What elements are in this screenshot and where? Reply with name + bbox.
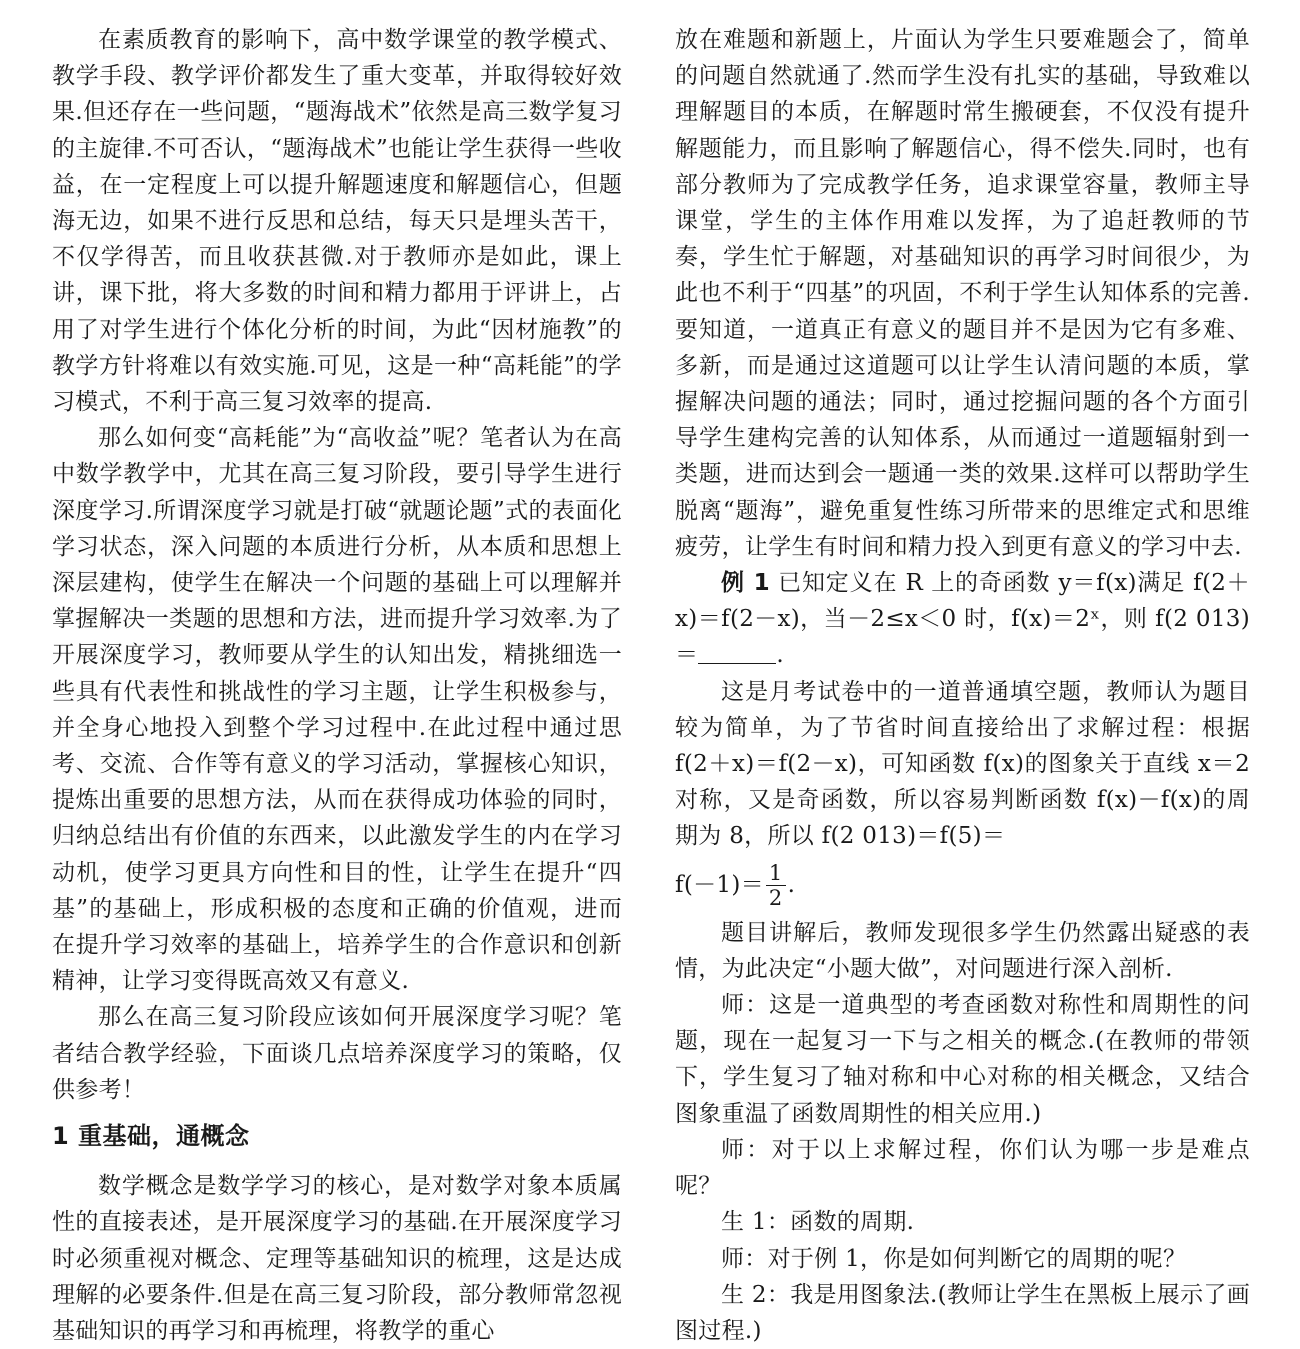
solution-paragraph: 这是月考试卷中的一道普通填空题，教师认为题目较为简单，为了节省时间直接给出了求解过程：根据 f(2＋x)＝f(2－x)，可知函数 f(x)的图象关于直线 x＝2 对称，又是奇函数，所以容易判断函数 f(x)－f(x)的周期为 8，所以 f(2 013)＝f(5)＝	[675, 678, 1250, 850]
example-period: .	[776, 642, 784, 669]
fraction-numerator: 1	[766, 861, 786, 886]
deep-learning-paragraph: 那么如何变“高耗能”为“高收益”呢？笔者认为在高中数学教学中，尤其在高三复习阶段，要引导学生进行深度学习.所谓深度学习就是打破“就题论题”式的表面化学习状态，深入问题的本质进行分析，从本质和思想上深层建构，使学生在解决一个问题的基础上可以理解并掌握解决一类题的思想和方法，进而提升学习效率.为了开展深度学习，教师要从学生的认知出发，精挑细选一些具有代表性和挑战性的学习主题，让学生积极参与，并全身心地投入到整个学习过程中.在此过程中通过思考、交流、合作等有意义的学习活动，掌握核心知识，提炼出重要的思想方法，从而在获得成功体验的同时，归纳总结出有价值的东西来，以此激发学生的内在学习动机，使学习更具方向性和目的性，让学生在提升“四基”的基础上，形成积极的态度和正确的价值观，进而在提升学习效率的基础上，培养学生的合作意识和创新精神，让学习变得既高效又有意义.	[52, 425, 622, 995]
concept-paragraph: 数学概念是数学学习的核心，是对数学对象本质属性的直接表述，是开展深度学习的基础.在开展深度学习时必须重视对概念、定理等基础知识的梳理，这是达成理解的必要条件.但是在高三复习阶段，部分教师常忽视基础知识的再学习和再梳理，将教学的重心	[52, 1173, 622, 1344]
solution-result	[675, 855, 1250, 915]
example-question: f(2 013)＝	[675, 606, 1250, 669]
fraction-denominator: 2	[768, 886, 783, 911]
fraction-one-half	[766, 861, 786, 910]
strategy-paragraph: 那么在高三复习阶段应该如何开展深度学习呢？笔者结合教学经验，下面谈几点培养深度学习的策略，仅供参考！	[52, 1004, 622, 1103]
example-label: 例 1	[721, 570, 770, 597]
answer-blank	[698, 641, 776, 664]
section-heading: 1 重基础，通概念	[52, 1122, 250, 1151]
dialogue-paragraph: 师：这是一道典型的考查函数对称性和周期性的问题，现在一起复习一下与之相关的概念.(在教师的带领下，学生复习了轴对称和中心对称的相关概念，又结合图象重温了函数周期性的相关应用.)	[675, 992, 1250, 1127]
dialogue-paragraph: 生 1：函数的周期.	[721, 1209, 915, 1236]
example-line: 已知定义在 R 上的奇函数 y＝f(x)满足 f(2＋x)＝f(2－x)，当－2≤x＜0 时，f(x)＝2ˣ，则	[675, 570, 1250, 633]
solution-period: .	[787, 871, 796, 898]
dialogue-paragraph: 师：对于以上求解过程，你们认为哪一步是难点呢？	[675, 1136, 1250, 1200]
example-1	[675, 565, 1250, 674]
right-column	[675, 22, 1250, 1349]
solution-result-text: f(－1)＝	[675, 871, 764, 898]
dialogue-paragraph: 师：对于例 1，你是如何判断它的周期的呢？	[721, 1245, 1187, 1272]
dialogue-paragraph: 题目讲解后，教师发现很多学生仍然露出疑惑的表情，为此决定“小题大做”，对问题进行深入剖析.	[675, 919, 1250, 982]
left-column	[52, 22, 622, 1349]
dialogue-paragraph: 生 2：我是用图象法.(教师让学生在黑板上展示了画图过程.)	[675, 1281, 1250, 1344]
continuation-paragraph: 放在难题和新题上，片面认为学生只要难题会了，简单的问题自然就通了.然而学生没有扎实的基础，导致难以理解题目的本质，在解题时常生搬硬套，不仅没有提升解题能力，而且影响了解题信心，得不偿失.同时，也有部分教师为了完成教学任务，追求课堂容量，教师主导课堂，学生的主体作用难以发挥，为了追赶教师的节奏，学生忙于解题，对基础知识的再学习时间很少，为此也不利于“四基”的巩固，不利于学生认知体系的完善.要知道，一道真正有意义的题目并不是因为它有多难、多新，而是通过这道题可以让学生认清问题的本质，掌握解决问题的通法；同时，通过挖掘问题的各个方面引导学生建构完善的认知体系，从而通过一道题辐射到一类题，进而达到会一题通一类的效果.这样可以帮助学生脱离“题海”，避免重复性练习所带来的思维定式和思维疲劳，让学生有时间和精力投入到更有意义的学习中去.	[675, 27, 1250, 560]
intro-paragraph: 在素质教育的影响下，高中数学课堂的教学模式、教学手段、教学评价都发生了重大变革，并取得较好效果.但还存在一些问题，“题海战术”依然是高三数学复习的主旋律.不可否认，“题海战术”也能让学生获得一些收益，在一定程度上可以提升解题速度和解题信心，但题海无边，如果不进行反思和总结，每天只是埋头苦干，不仅学得苦，而且收获甚微.对于教师亦是如此，课上讲，课下批，将大多数的时间和精力都用于评讲上，占用了对学生进行个体化分析的时间，为此“因材施教”的教学方针将难以有效实施.可见，这是一种“高耗能”的学习模式，不利于高三复习效率的提高.	[52, 27, 622, 416]
